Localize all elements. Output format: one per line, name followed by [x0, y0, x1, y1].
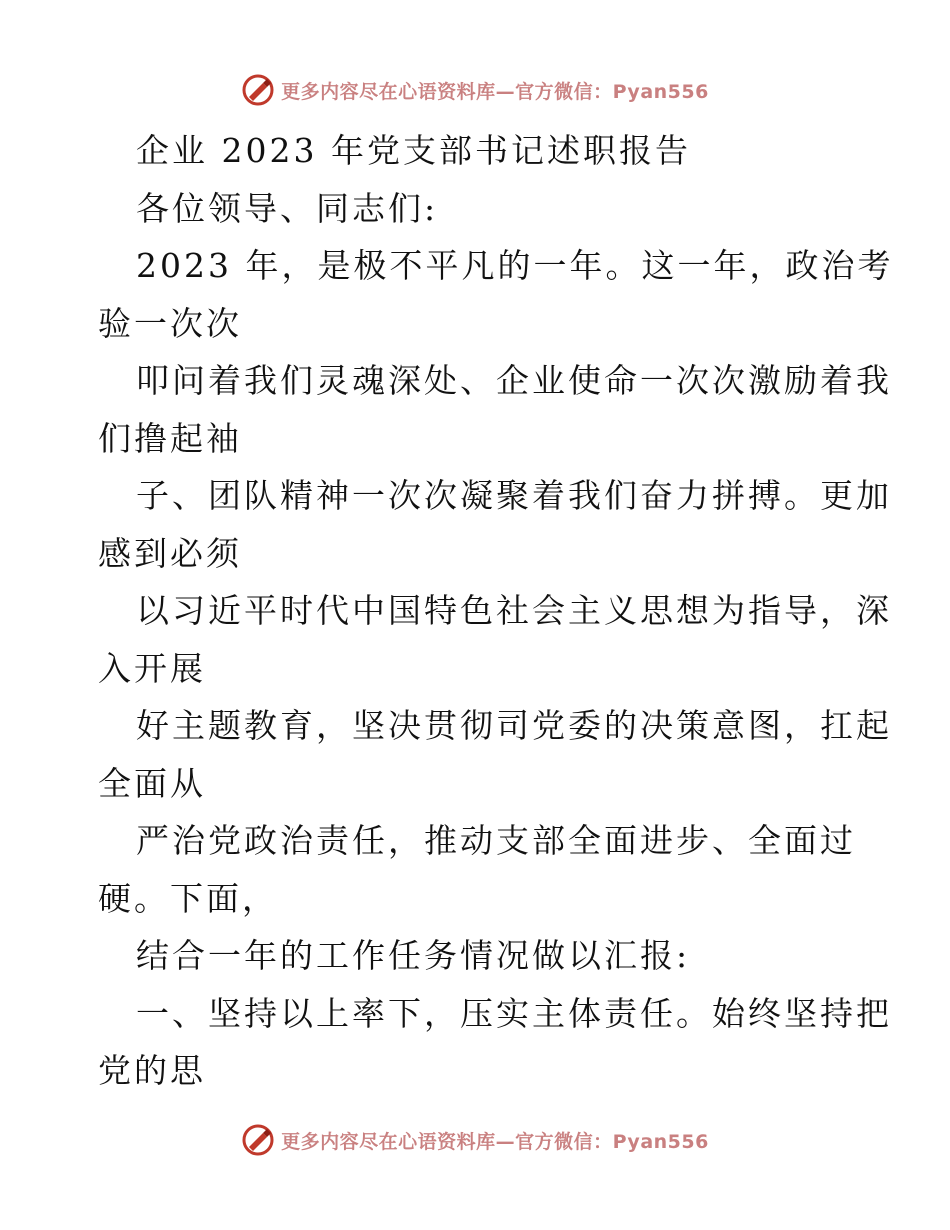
- document-body: [98, 122, 894, 1100]
- text-line: 叩问着我们灵魂深处、企业使命一次次激励着我: [136, 361, 892, 400]
- text-line: 2023 年，是极不平凡的一年。这一年，政治考: [136, 246, 894, 285]
- text-line: 严治党政治责任，推动支部全面进步、全面过: [136, 821, 856, 860]
- text-line: 各位领导、同志们:: [136, 188, 439, 228]
- text-line: 入开展: [98, 648, 206, 688]
- watermark-text: 更多内容尽在心语资料库—官方微信：Pyan556: [281, 1130, 709, 1153]
- text-line: 子、团队精神一次次凝聚着我们奋力拼搏。更加: [136, 476, 892, 515]
- header-watermark: [0, 70, 950, 110]
- text-line: 以习近平时代中国特色社会主义思想为指导，深: [136, 591, 892, 630]
- text-line: 感到必须: [98, 533, 242, 573]
- watermark-text: 更多内容尽在心语资料库—官方微信：Pyan556: [281, 80, 709, 103]
- text-line: 好主题教育，坚决贯彻司党委的决策意图，扛起: [136, 706, 892, 745]
- text-line: 结合一年的工作任务情况做以汇报:: [136, 936, 691, 975]
- text-line: 党的思: [98, 1051, 206, 1090]
- footer-watermark: [0, 1120, 950, 1160]
- text-line: 们撸起袖: [98, 418, 242, 458]
- text-line: 一、坚持以上率下，压实主体责任。始终坚持把: [136, 993, 892, 1033]
- document-title: 企业 2023 年党支部书记述职报告: [136, 131, 691, 170]
- text-line: 硬。下面，: [98, 878, 278, 918]
- text-line: 全面从: [98, 763, 206, 803]
- pen-circle-logo-icon: [241, 73, 275, 107]
- pen-circle-logo-icon: [241, 1123, 275, 1157]
- text-line: 验一次次: [98, 303, 242, 343]
